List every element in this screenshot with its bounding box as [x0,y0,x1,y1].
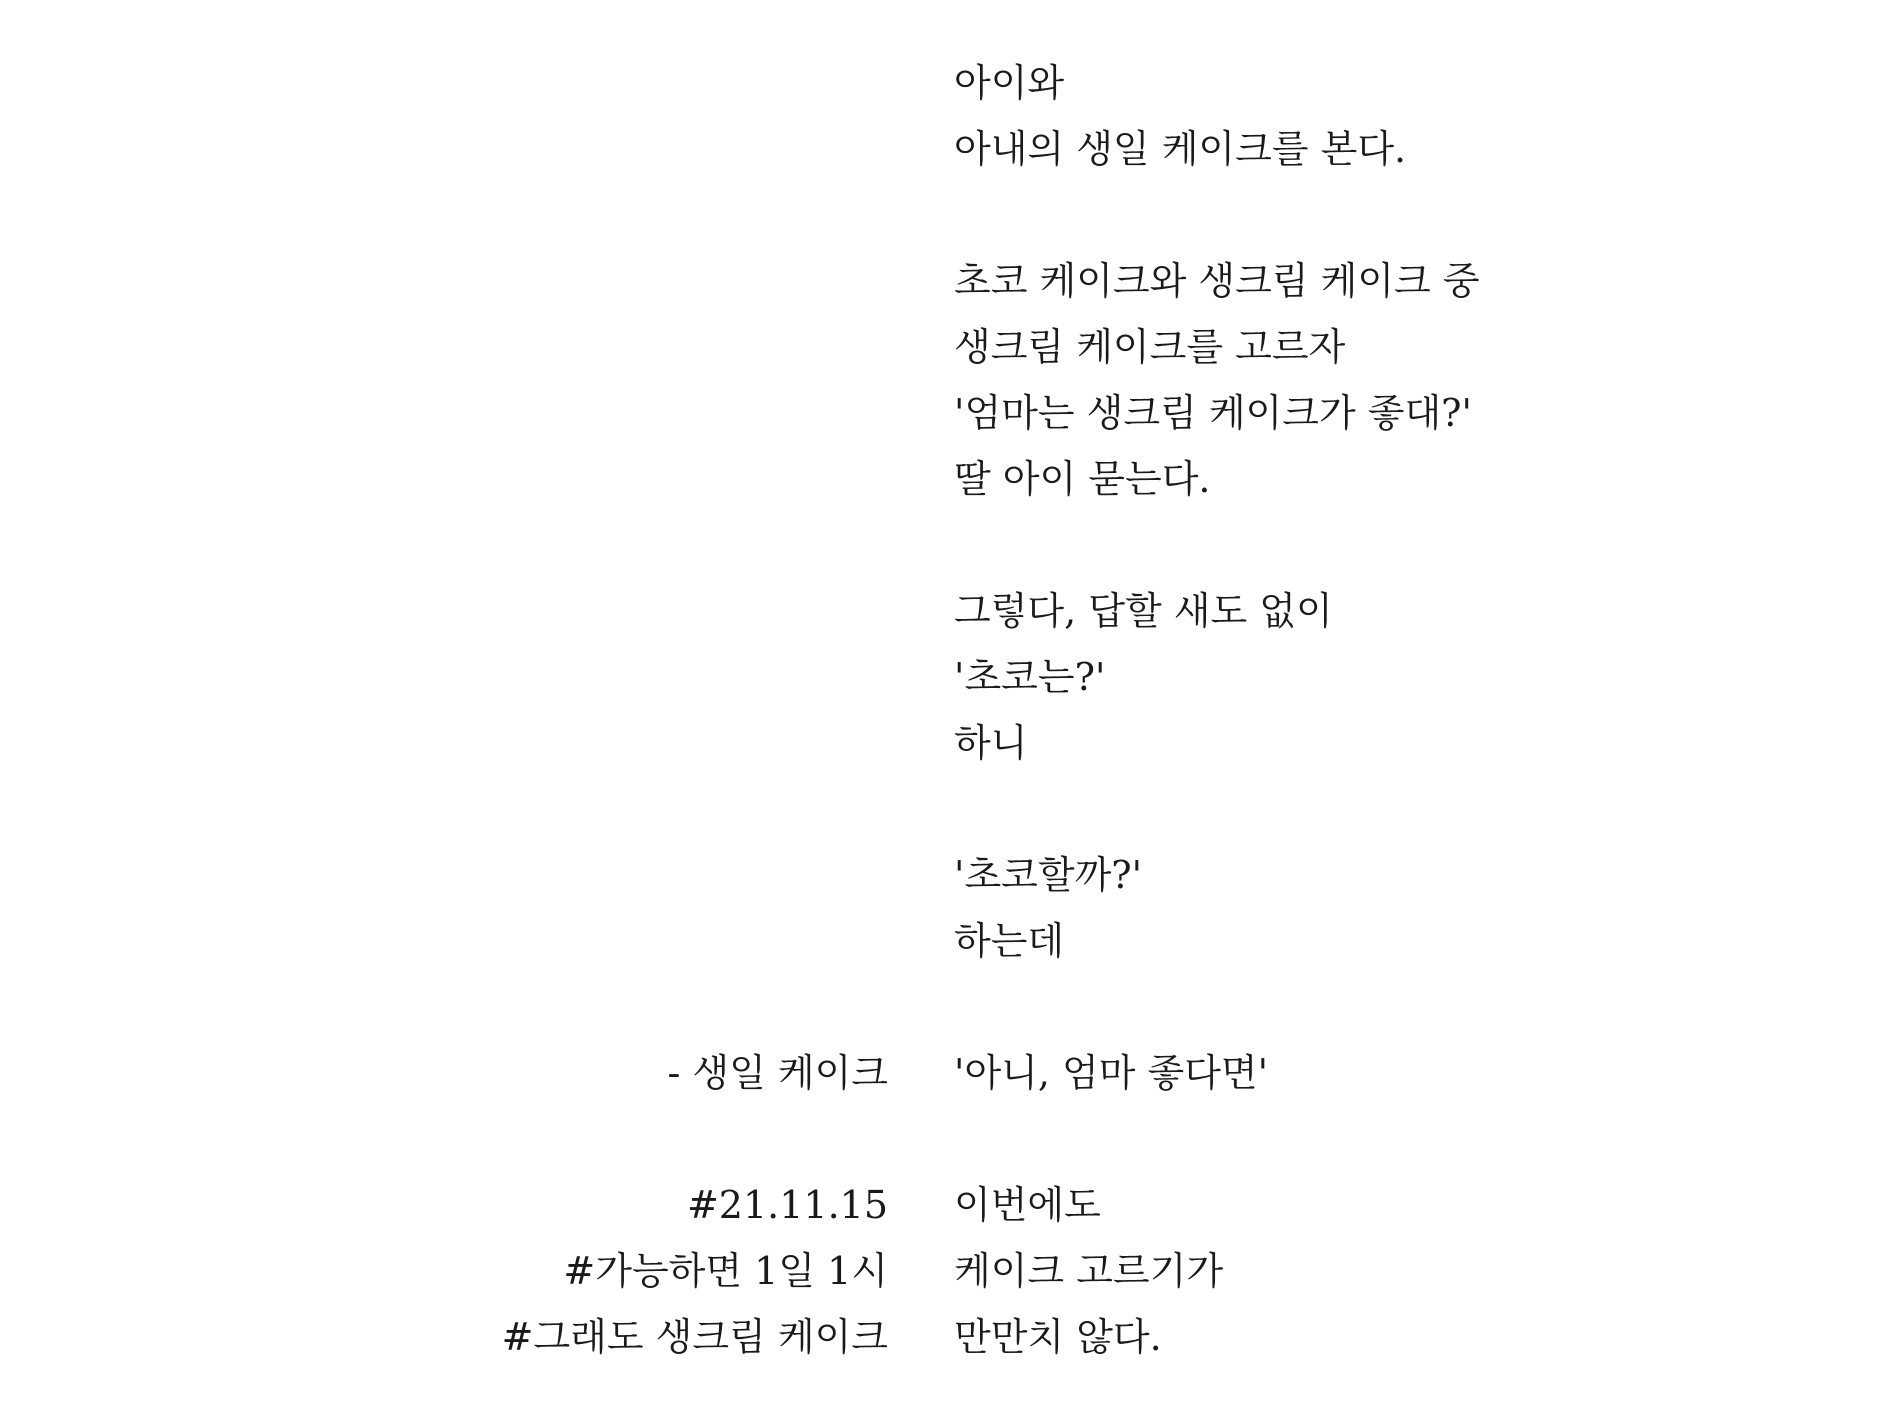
poem-line: 케이크 고르기가 [954,1249,1224,1293]
hashtag: #21.11.15 [686,1183,888,1227]
hashtag: #그래도 생크림 케이크 [501,1315,888,1359]
hashtag: #가능하면 1일 1시 [563,1249,888,1293]
poem-line: 그렇다, 답할 새도 없이 [954,589,1333,633]
poem-line: '초코는?' [954,655,1106,699]
poem-line: 초코 케이크와 생크림 케이크 중 [954,259,1480,303]
poem-line: 이번에도 [954,1183,1101,1227]
poem-title: - 생일 케이크 [667,1051,888,1095]
poem-line: 아내의 생일 케이크를 본다. [954,127,1407,171]
poem-line: '아니, 엄마 좋다면' [954,1051,1269,1095]
poem-line: 하니 [954,721,1028,765]
poem-line: 하는데 [954,919,1065,963]
poem-line: 만만치 않다. [954,1315,1162,1359]
poem-line: 딸 아이 묻는다. [954,457,1211,501]
poem-line: '엄마는 생크림 케이크가 좋대?' [954,391,1473,435]
poem-line: 아이와 [954,61,1065,105]
poem-line: 생크림 케이크를 고르자 [954,325,1346,369]
poem-line: '초코할까?' [954,853,1143,897]
